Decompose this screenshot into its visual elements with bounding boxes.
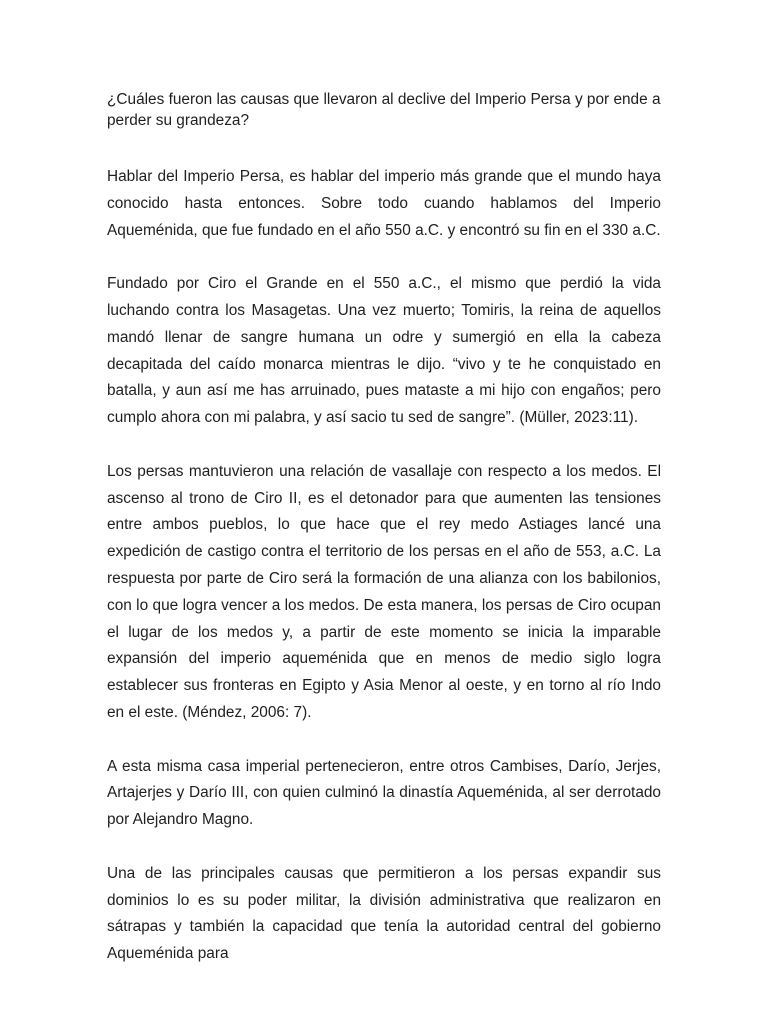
- paragraph-imperio-persa: Hablar del Imperio Persa, es hablar del imperio más grande que el mundo haya conocido hasta entonces. Sobre todo cuando hablamos del Imperio Aqueménida, que fue fundado en el año 550 a.C. y encontró su fin en el 330 a.C.: [107, 168, 661, 239]
- spacer: [107, 834, 661, 861]
- document-page: [107, 89, 661, 968]
- spacer: [107, 432, 661, 459]
- paragraph-ciro-el-grande: Fundado por Ciro el Grande en el 550 a.C., el mismo que perdió la vida luchando contra los Masagetas. Una vez muerto; Tomiris, la reina de aquellos mandó llenar de sangre humana un odre y sumergió en ella la cabeza decapitada del caído monarca mientras le dijo. “vivo y te he conquistado en batalla, y aun así me has arruinado, pues mataste a mi hijo con engaños; pero cumplo ahora con mi palabra, y así sacio tu sed de sangre”. (Müller, 2023:11).: [107, 275, 661, 427]
- spacer: [107, 727, 661, 754]
- paragraph-causas-expansion: Una de las principales causas que permitieron a los persas expandir sus dominios lo es su poder militar, la división administrativa que realizaron en sátrapas y también la capacidad que tenía la autoridad central del gobierno Aqueménida para: [107, 864, 661, 963]
- document-question: ¿Cuáles fueron las causas que llevaron al declive del Imperio Persa y por ende a perder su grandeza?: [107, 91, 661, 129]
- spacer: [107, 131, 661, 164]
- paragraph-persas-y-medos: Los persas mantuvieron una relación de vasallaje con respecto a los medos. El ascenso al trono de Ciro II, es el detonador para que aumenten las tensiones entre ambos pueblos, lo que hace que el rey medo Astiages lancé una expedición de castigo contra el territorio de los persas en el año de 553, a.C. La respuesta por parte de Ciro será la formación de una alianza con los babilonios, con lo que logra vencer a los medos. De esta manera, los persas de Ciro ocupan el lugar de los medos y, a partir de este momento se inicia la imparable expansión del imperio aqueménida que en menos de medio siglo logra establecer sus fronteras en Egipto y Asia Menor al oeste, y en torno al río Indo en el este. (Méndez, 2006: 7).: [107, 462, 661, 721]
- spacer: [107, 244, 661, 271]
- paragraph-casa-imperial: A esta misma casa imperial pertenecieron, entre otros Cambises, Darío, Jerjes, Artajerjes y Darío III, con quien culminó la dinastía Aqueménida, al ser derrotado por Alejandro Magno.: [107, 757, 661, 829]
